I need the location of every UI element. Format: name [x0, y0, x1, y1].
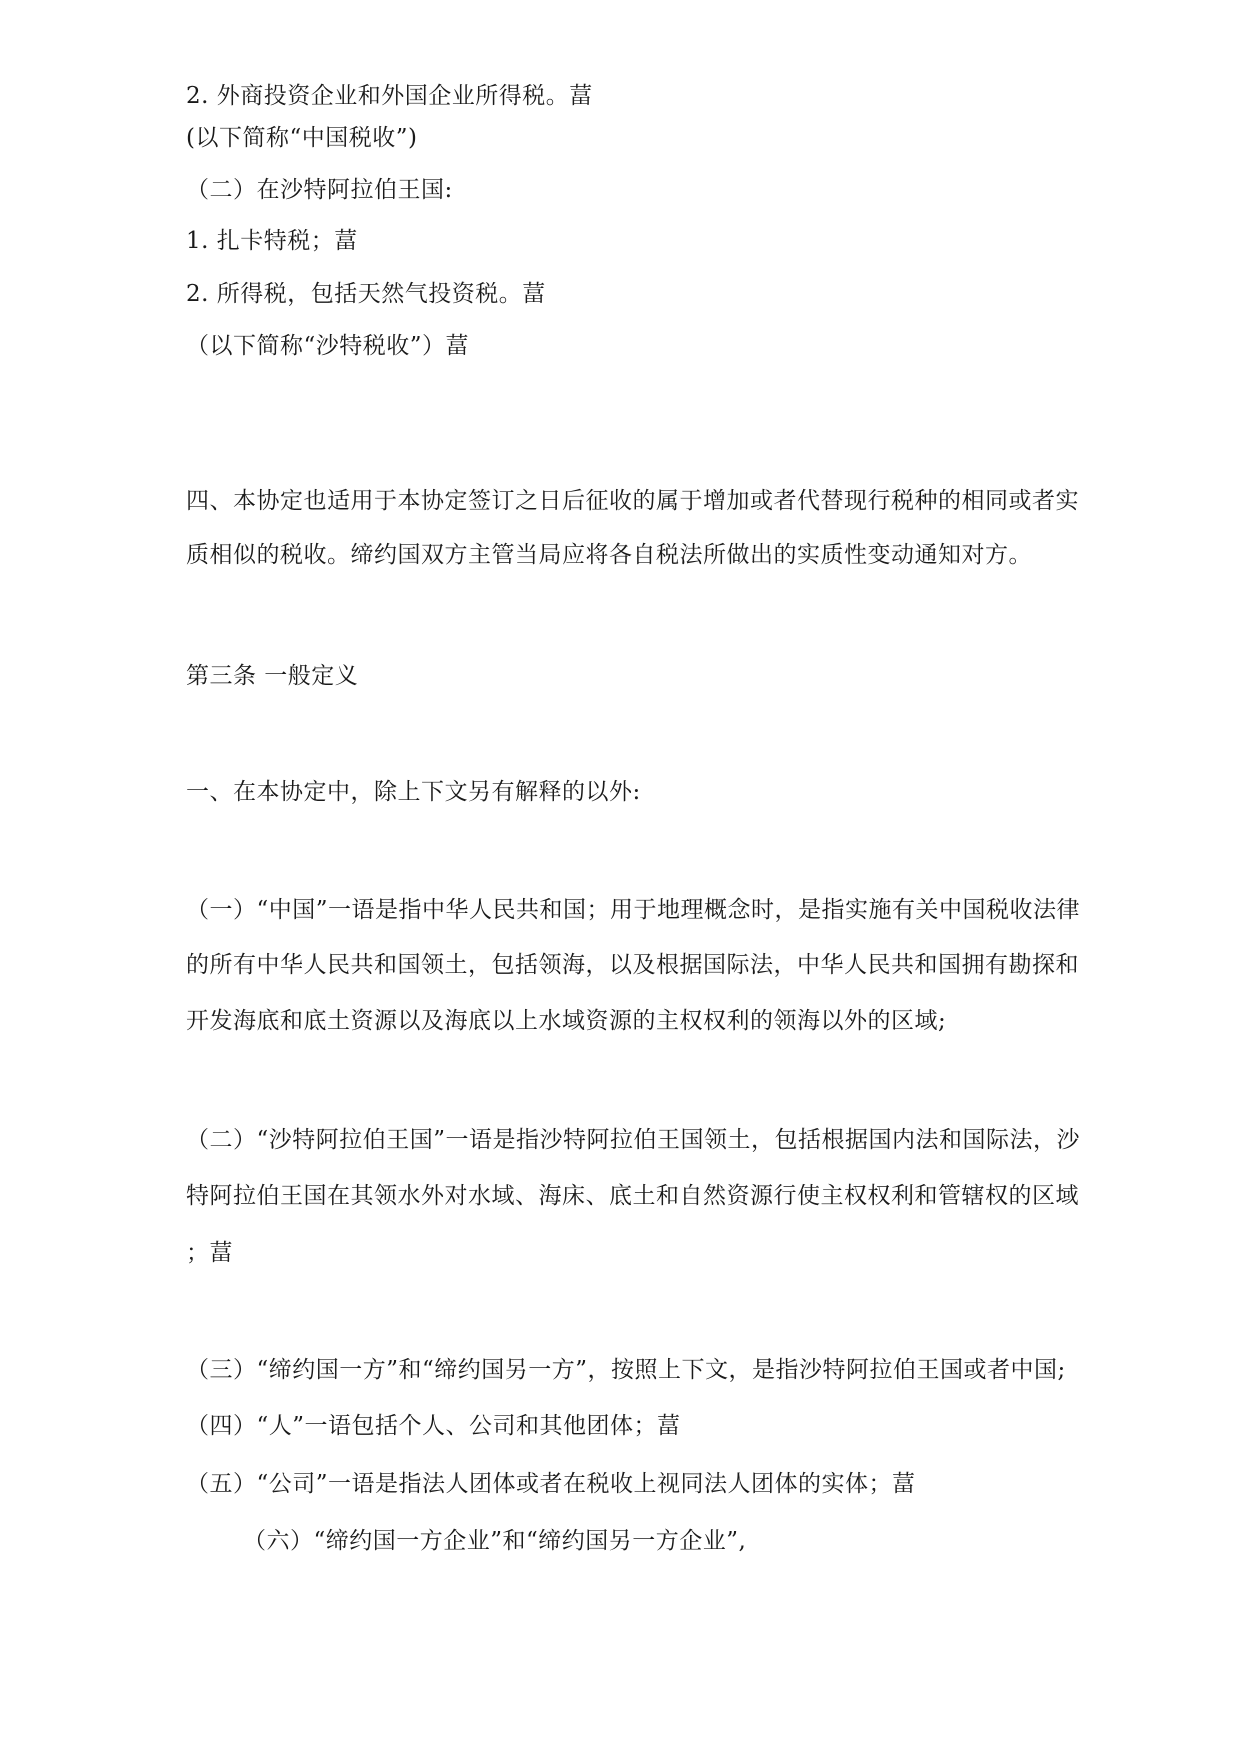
text-line: 一、在本协定中，除上下文另有解释的以外:: [186, 779, 641, 805]
paragraph-line: ；葍: [186, 1240, 233, 1266]
text-line: （六）“缔约国一方企业”和“缔约国另一方企业”,: [243, 1528, 747, 1554]
paragraph-line: 开发海底和底土资源以及海底以上水域资源的主权权利的领海以外的区域;: [186, 1008, 947, 1034]
text-line: （五）“公司”一语是指法人团体或者在税收上视同法人团体的实体；葍: [186, 1471, 916, 1497]
text-line: 1. 扎卡特税；葍: [186, 228, 358, 254]
paragraph-line: 质相似的税收。缔约国双方主管当局应将各自税法所做出的实质性变动通知对方。: [186, 542, 1032, 568]
article-heading: 第三条 一般定义: [186, 663, 359, 689]
paragraph-line: 四、本协定也适用于本协定签订之日后征收的属于增加或者代替现行税种的相同或者实: [186, 488, 1079, 514]
text-line: 2. 外商投资企业和外国企业所得税。葍: [186, 83, 593, 109]
text-line: （二）在沙特阿拉伯王国:: [186, 177, 453, 203]
paragraph-line: （一）“中国”一语是指中华人民共和国；用于地理概念时，是指实施有关中国税收法律: [186, 897, 1081, 923]
paragraph-line: （二）“沙特阿拉伯王国”一语是指沙特阿拉伯王国领土，包括根据国内法和国际法，沙: [186, 1127, 1081, 1153]
text-line: （三）“缔约国一方”和“缔约国另一方”，按照上下文，是指沙特阿拉伯王国或者中国;: [186, 1357, 1066, 1383]
text-line: （四）“人”一语包括个人、公司和其他团体；葍: [186, 1413, 681, 1439]
text-line: （以下简称“沙特税收”）葍: [186, 333, 470, 359]
paragraph-line: 的所有中华人民共和国领土，包括领海，以及根据国际法，中华人民共和国拥有勘探和: [186, 952, 1079, 978]
paragraph-line: 特阿拉伯王国在其领水外对水域、海床、底土和自然资源行使主权权利和管辖权的区域: [186, 1183, 1079, 1209]
text-line: (以下简称“中国税收”): [186, 125, 418, 151]
text-line: 2. 所得税，包括天然气投资税。葍: [186, 281, 546, 307]
